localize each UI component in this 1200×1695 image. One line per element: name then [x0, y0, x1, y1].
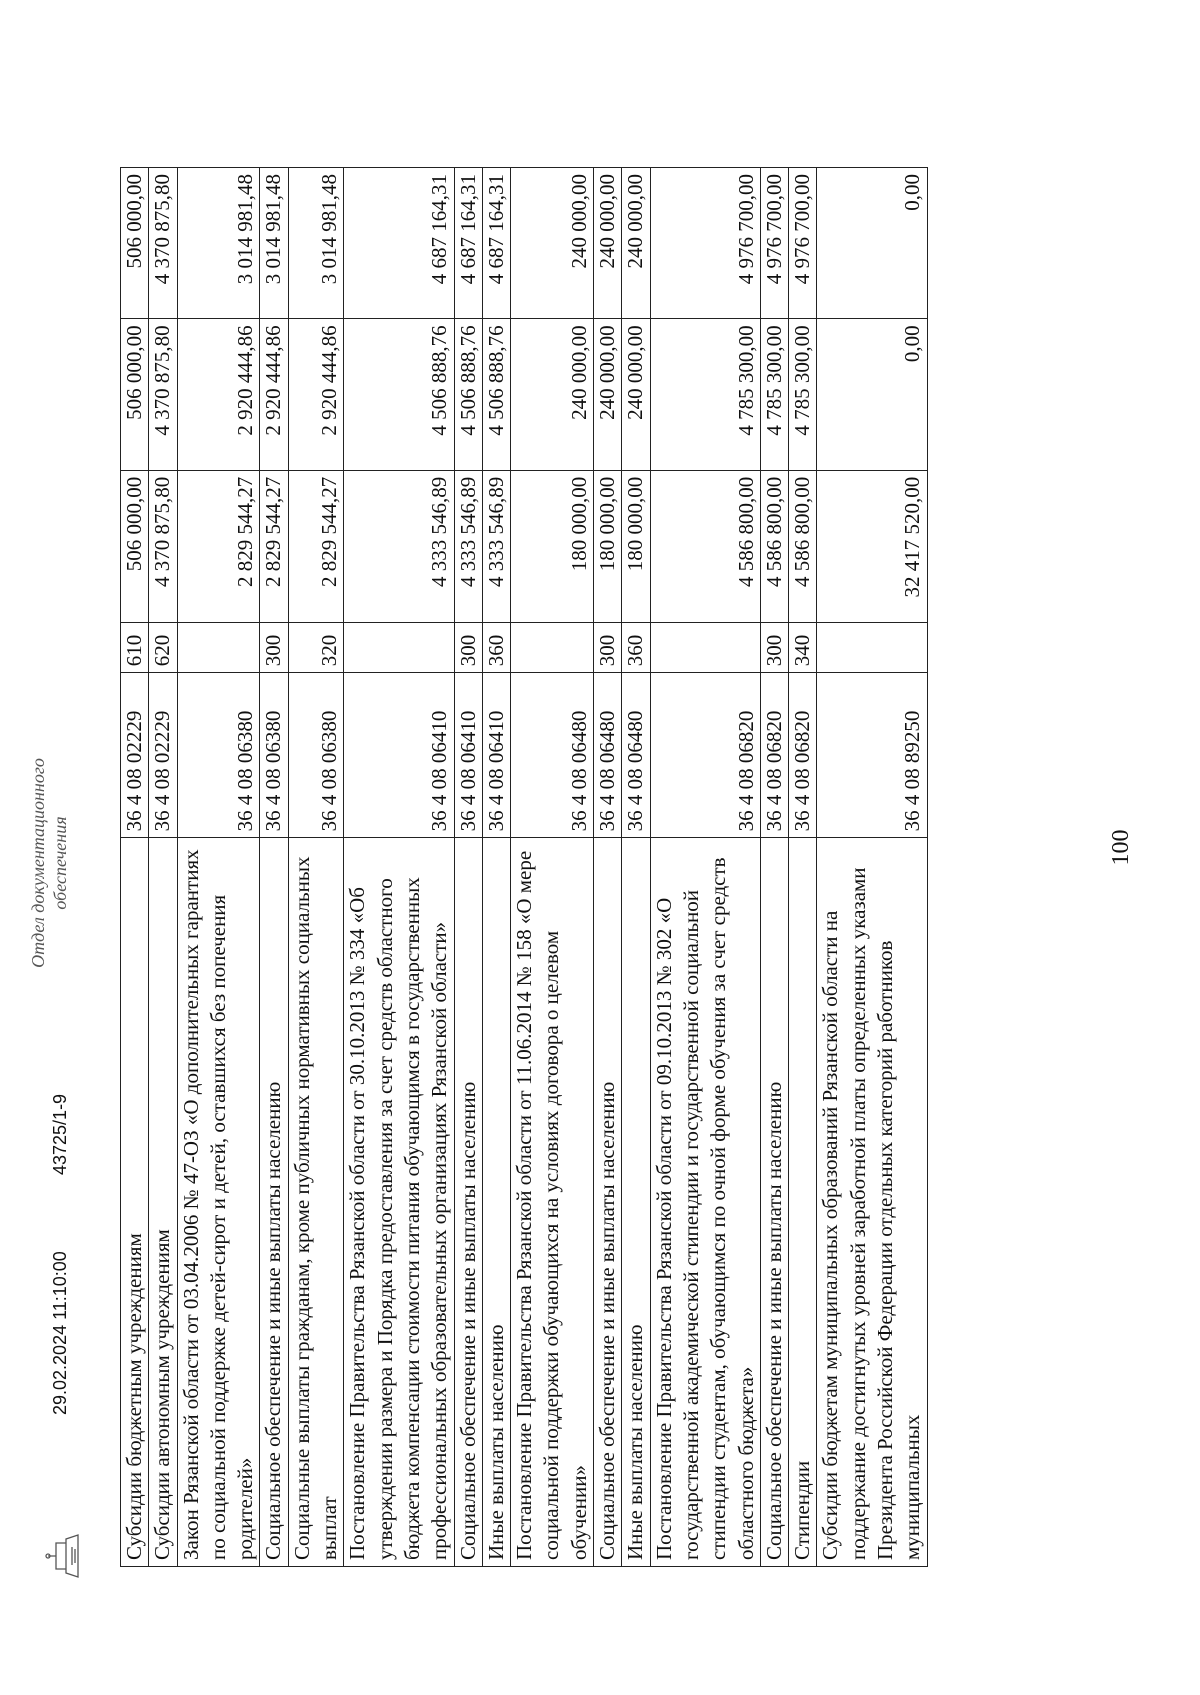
cell-vr: 300 — [594, 622, 622, 673]
cell-vr — [817, 622, 927, 673]
cell-v3: 4 687 164,31 — [482, 168, 510, 319]
cell-csr: 36 4 08 06480 — [622, 673, 650, 838]
cell-csr: 36 4 08 06380 — [177, 673, 260, 838]
cell-v1: 4 586 800,00 — [789, 470, 817, 622]
cell-v1: 4 586 800,00 — [650, 470, 760, 622]
table-row — [650, 168, 760, 1567]
table-row — [594, 168, 622, 1567]
table-row — [622, 168, 650, 1567]
cell-name: Социальное обеспечение и иные выплаты населению — [454, 838, 482, 1567]
cell-vr: 300 — [454, 622, 482, 673]
cell-v2: 506 000,00 — [121, 319, 149, 470]
cell-vr: 360 — [482, 622, 510, 673]
cell-name: Социальные выплаты гражданам, кроме публичных нормативных социальных выплат — [288, 838, 344, 1567]
table-row — [760, 168, 788, 1567]
cell-csr: 36 4 08 89250 — [817, 673, 927, 838]
cell-name: Социальное обеспечение и иные выплаты населению — [594, 838, 622, 1567]
cell-name: Социальное обеспечение и иные выплаты населению — [760, 838, 788, 1567]
cell-v3: 4 976 700,00 — [760, 168, 788, 319]
cell-name: Иные выплаты населению — [482, 838, 510, 1567]
cell-v1: 2 829 544,27 — [177, 470, 260, 622]
cell-v3: 3 014 981,48 — [177, 168, 260, 319]
cell-v1: 2 829 544,27 — [260, 470, 288, 622]
cell-v2: 4 506 888,76 — [482, 319, 510, 470]
document-code: 43725/1-9 — [50, 1093, 70, 1175]
cell-v1: 32 417 520,00 — [817, 470, 927, 622]
cell-csr: 36 4 08 02229 — [149, 673, 177, 838]
cell-v3: 3 014 981,48 — [288, 168, 344, 319]
cell-vr — [511, 622, 594, 673]
stamp-line-1: Отдел документационного — [28, 758, 48, 968]
cell-v2: 4 785 300,00 — [650, 319, 760, 470]
cell-v3: 4 687 164,31 — [344, 168, 454, 319]
table-row — [817, 168, 927, 1567]
cell-csr: 36 4 08 06410 — [454, 673, 482, 838]
cell-v3: 4 370 875,80 — [149, 168, 177, 319]
table-row — [454, 168, 482, 1567]
cell-v3: 506 000,00 — [121, 168, 149, 319]
cell-name: Иные выплаты населению — [622, 838, 650, 1567]
cell-v2: 4 785 300,00 — [760, 319, 788, 470]
cell-name: Социальное обеспечение и иные выплаты населению — [260, 838, 288, 1567]
cell-v1: 180 000,00 — [511, 470, 594, 622]
cell-v2: 4 785 300,00 — [789, 319, 817, 470]
table-row — [789, 168, 817, 1567]
table-row — [121, 168, 149, 1567]
table-row — [344, 168, 454, 1567]
cell-v2: 4 506 888,76 — [344, 319, 454, 470]
cell-csr: 36 4 08 06410 — [344, 673, 454, 838]
cell-v2: 4 506 888,76 — [454, 319, 482, 470]
cell-v3: 4 976 700,00 — [650, 168, 760, 319]
cell-v3: 240 000,00 — [511, 168, 594, 319]
cell-csr: 36 4 08 06820 — [789, 673, 817, 838]
cell-v1: 180 000,00 — [594, 470, 622, 622]
cell-name: Закон Рязанской области от 03.04.2006 № 47-ОЗ «О дополнительных гарантиях по социальной поддержке детей-сирот и детей, оставшихся без попечения родителей» — [177, 838, 260, 1567]
table-row — [482, 168, 510, 1567]
cell-vr — [177, 622, 260, 673]
cell-v1: 180 000,00 — [622, 470, 650, 622]
cell-name: Постановление Правительства Рязанской области от 11.06.2014 № 158 «О мере социальной поддержки обучающихся на условиях договора о целевом обучении» — [511, 838, 594, 1567]
cell-v3: 4 976 700,00 — [789, 168, 817, 319]
cell-name: Субсидии автономным учреждениям — [149, 838, 177, 1567]
cell-csr: 36 4 08 06480 — [511, 673, 594, 838]
cell-vr — [650, 622, 760, 673]
cell-v1: 4 333 546,89 — [482, 470, 510, 622]
cell-name: Постановление Правительства Рязанской области от 30.10.2013 № 334 «Об утверждении размера и Порядка предоставления за счет средств областного бюджета компенсации стоимости питания обучающимся в государственных профессиональных образовательных организациях Рязанской области» — [344, 838, 454, 1567]
cell-v1: 4 370 875,80 — [149, 470, 177, 622]
cell-v2: 240 000,00 — [622, 319, 650, 470]
page-number: 100 — [1108, 829, 1134, 866]
cell-v2: 240 000,00 — [594, 319, 622, 470]
cell-v1: 4 586 800,00 — [760, 470, 788, 622]
cell-v1: 2 829 544,27 — [288, 470, 344, 622]
cell-v1: 506 000,00 — [121, 470, 149, 622]
cell-csr: 36 4 08 06380 — [288, 673, 344, 838]
cell-vr: 340 — [789, 622, 817, 673]
cell-csr: 36 4 08 06380 — [260, 673, 288, 838]
cell-v1: 4 333 546,89 — [454, 470, 482, 622]
cell-csr: 36 4 08 06480 — [594, 673, 622, 838]
cell-vr: 300 — [760, 622, 788, 673]
department-stamp — [28, 703, 71, 1023]
cell-csr: 36 4 08 02229 — [121, 673, 149, 838]
cell-v3: 0,00 — [817, 168, 927, 319]
table-row — [177, 168, 260, 1567]
cell-csr: 36 4 08 06820 — [760, 673, 788, 838]
budget-table — [120, 167, 928, 1567]
coat-of-arms-emblem — [44, 1529, 84, 1583]
cell-vr: 320 — [288, 622, 344, 673]
stamp-line-2: обеспечения — [49, 816, 70, 910]
cell-vr: 620 — [149, 622, 177, 673]
cell-v2: 0,00 — [817, 319, 927, 470]
cell-v2: 4 370 875,80 — [149, 319, 177, 470]
cell-v2: 2 920 444,86 — [177, 319, 260, 470]
cell-v2: 240 000,00 — [511, 319, 594, 470]
cell-vr: 300 — [260, 622, 288, 673]
cell-v3: 240 000,00 — [594, 168, 622, 319]
cell-v2: 2 920 444,86 — [260, 319, 288, 470]
cell-vr — [344, 622, 454, 673]
table-row — [288, 168, 344, 1567]
cell-name: Постановление Правительства Рязанской области от 09.10.2013 № 302 «О государственной академической стипендии и государственной социальной стипендии студентам, обучающимся по очной форме обучения за счет средств областного бюджета» — [650, 838, 760, 1567]
cell-vr: 360 — [622, 622, 650, 673]
print-date: 29.02.2024 11:10:00 — [50, 1251, 70, 1415]
cell-csr: 36 4 08 06410 — [482, 673, 510, 838]
cell-vr: 610 — [121, 622, 149, 673]
cell-v2: 2 920 444,86 — [288, 319, 344, 470]
table-row — [511, 168, 594, 1567]
cell-v3: 240 000,00 — [622, 168, 650, 319]
cell-v1: 4 333 546,89 — [344, 470, 454, 622]
table-row — [260, 168, 288, 1567]
cell-name: Стипендии — [789, 838, 817, 1567]
cell-name: Субсидии бюджетным учреждениям — [121, 838, 149, 1567]
table-row — [149, 168, 177, 1567]
cell-csr: 36 4 08 06820 — [650, 673, 760, 838]
cell-name: Субсидии бюджетам муниципальных образований Рязанской области на поддержание достигнутых уровней заработной платы определенных указами Президента Российской Федерации отдельных категорий работников муниципальных — [817, 838, 927, 1567]
cell-v3: 4 687 164,31 — [454, 168, 482, 319]
cell-v3: 3 014 981,48 — [260, 168, 288, 319]
